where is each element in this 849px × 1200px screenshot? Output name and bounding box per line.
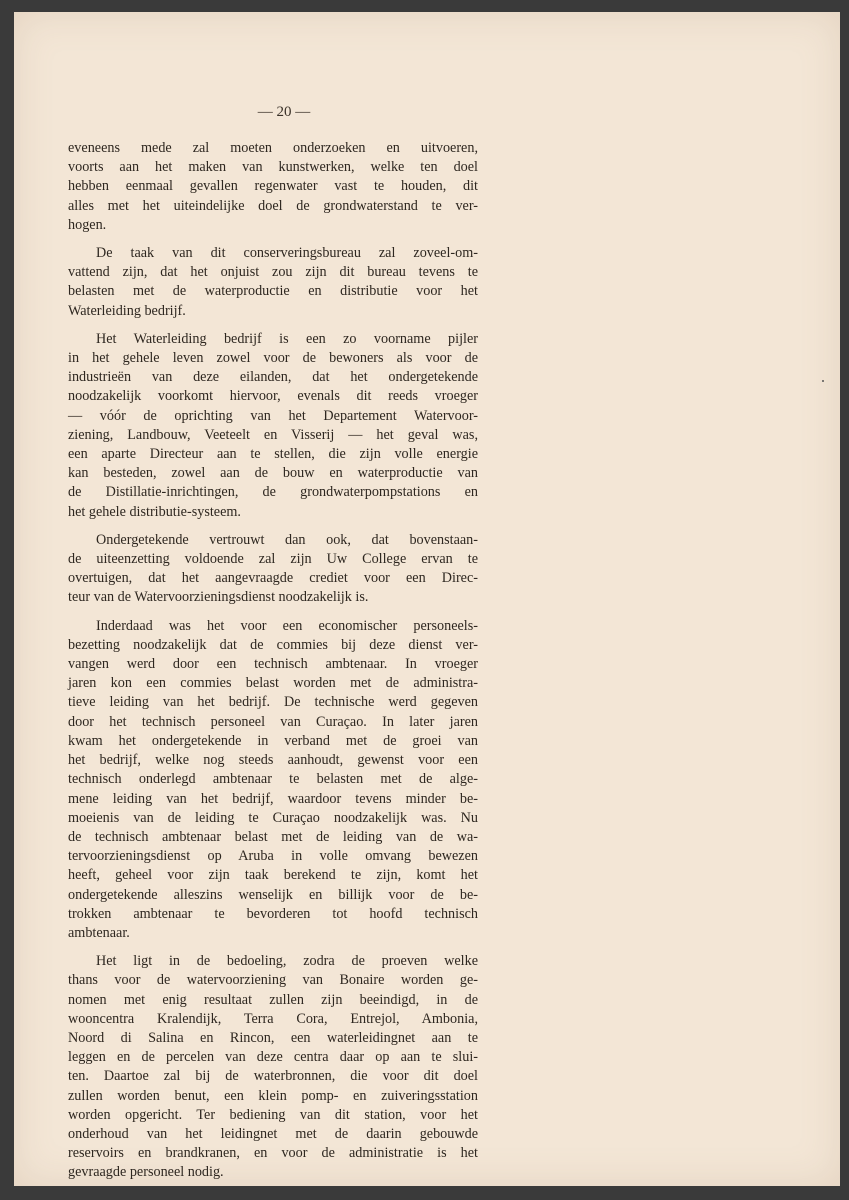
text-line: Het ligt in de bedoeling, zodra de proeven welke xyxy=(96,953,478,970)
text-line: kwam het ondergetekende in verband met de groei van xyxy=(68,732,478,749)
paragraph xyxy=(68,531,478,608)
text-line: trokken ambtenaar te bevorderen tot hoofd technisch xyxy=(68,905,478,922)
paragraph xyxy=(68,139,478,235)
paragraph xyxy=(68,952,478,1182)
text-line: ambtenaar. xyxy=(68,924,130,941)
text-line: — vóór de oprichting van het Departement Watervoor- xyxy=(68,407,478,424)
paragraph xyxy=(68,617,478,943)
text-line: voorts aan het maken van kunstwerken, welke ten doel xyxy=(68,159,478,176)
text-line: hebben eenmaal gevallen regenwater vast te houden, dit xyxy=(68,178,478,195)
text-line: zullen worden benut, een klein pomp- en zuiveringsstation xyxy=(68,1087,478,1104)
text-line: Waterleiding bedrijf. xyxy=(68,302,186,319)
text-line: kan besteden, zowel aan de bouw en waterproductie van xyxy=(68,465,478,482)
text-line: Het Waterleiding bedrijf is een zo voorname pijler xyxy=(96,330,478,347)
text-line: hogen. xyxy=(68,216,107,233)
text-line: jaren kon een commies belast worden met de administra- xyxy=(68,675,478,692)
text-line: vangen werd door een technisch ambtenaar. In vroeger xyxy=(68,656,478,673)
text-line: de Distillatie-inrichtingen, de grondwaterpompstations en xyxy=(68,484,478,501)
text-line: overtuigen, dat het aangevraagde crediet voor een Direc- xyxy=(68,570,478,587)
text-line: de technisch ambtenaar belast met de leiding van de wa- xyxy=(68,828,478,845)
text-line: Noord di Salina en Rincon, een waterleidingnet aan te xyxy=(68,1029,478,1046)
text-line: ondergetekende alleszins wenselijk en billijk voor de be- xyxy=(68,886,478,903)
text-line: heeft, geheel voor zijn taak berekend te zijn, komt het xyxy=(68,867,478,884)
paper-speck xyxy=(822,380,824,382)
text-line: gevraagde personeel nodig. xyxy=(68,1164,224,1181)
text-line: reservoirs en brandkranen, en voor de administratie is het xyxy=(68,1145,478,1162)
text-line: tieve leiding van het bedrijf. De technische werd gegeven xyxy=(68,694,478,711)
body-text xyxy=(68,139,478,1192)
text-line: alles met het uiteindelijke doel de grondwaterstand te ver- xyxy=(68,197,478,214)
text-line: mene leiding van het bedrijf, waardoor tevens minder be- xyxy=(68,790,478,807)
text-line: Inderdaad was het voor een economischer personeels- xyxy=(96,617,478,634)
text-line: ten. Daartoe zal bij de waterbronnen, die voor dit doel xyxy=(68,1068,478,1085)
text-line: het bedrijf, welke nog steeds aanhoudt, gewenst voor een xyxy=(68,752,478,769)
text-line: door het technisch personeel van Curaçao. In later jaren xyxy=(68,713,478,730)
text-line: worden opgericht. Ter bediening van dit station, voor het xyxy=(68,1106,478,1123)
text-line: teur van de Watervoorzieningsdienst noodzakelijk is. xyxy=(68,589,369,606)
text-line: nomen met enig resultaat zullen zijn beeindigd, in de xyxy=(68,991,478,1008)
text-line: technisch onderlegd ambtenaar te belasten met de alge- xyxy=(68,771,478,788)
text-line: wooncentra Kralendijk, Terra Cora, Entrejol, Ambonia, xyxy=(68,1010,478,1027)
text-line: thans voor de watervoorziening van Bonaire worden ge- xyxy=(68,972,478,989)
paragraph xyxy=(68,244,478,321)
text-line: ziening, Landbouw, Veeteelt en Visserij — het geval was, xyxy=(68,426,478,443)
paragraph xyxy=(68,330,478,522)
text-line: bezetting noodzakelijk dat de commies bij deze dienst ver- xyxy=(68,636,478,653)
text-line: eveneens mede zal moeten onderzoeken en uitvoeren, xyxy=(68,140,478,156)
text-line: een aparte Directeur aan te stellen, die zijn volle energie xyxy=(68,446,478,463)
text-line: De taak van dit conserveringsbureau zal zoveel-om- xyxy=(96,245,478,262)
text-line: de uiteenzetting voldoende zal zijn Uw College ervan te xyxy=(68,551,478,568)
text-line: noodzakelijk voorkomt hiervoor, evenals dit reeds vroeger xyxy=(68,388,478,405)
document-page xyxy=(14,12,840,1186)
page-number: — 20 — xyxy=(257,104,311,120)
text-line: vattend zijn, dat het onjuist zou zijn dit bureau tevens te xyxy=(68,264,478,281)
text-line: tervoorzieningsdienst op Aruba in volle omvang bewezen xyxy=(68,848,478,865)
text-line: het gehele distributie-systeem. xyxy=(68,503,241,520)
text-line: leggen en de percelen van deze centra daar op aan te slui- xyxy=(68,1049,478,1066)
text-line: in het gehele leven zowel voor de bewoners als voor de xyxy=(68,350,478,367)
text-line: belasten met de waterproductie en distributie voor het xyxy=(68,283,478,300)
text-line: industrieën van deze eilanden, dat het ondergetekende xyxy=(68,369,478,386)
text-line: Ondergetekende vertrouwt dan ook, dat bovenstaan- xyxy=(96,531,478,548)
text-line: moeienis van de leiding te Curaçao noodzakelijk was. Nu xyxy=(68,809,478,826)
text-line: onderhoud van het leidingnet met de daarin gebouwde xyxy=(68,1125,478,1142)
